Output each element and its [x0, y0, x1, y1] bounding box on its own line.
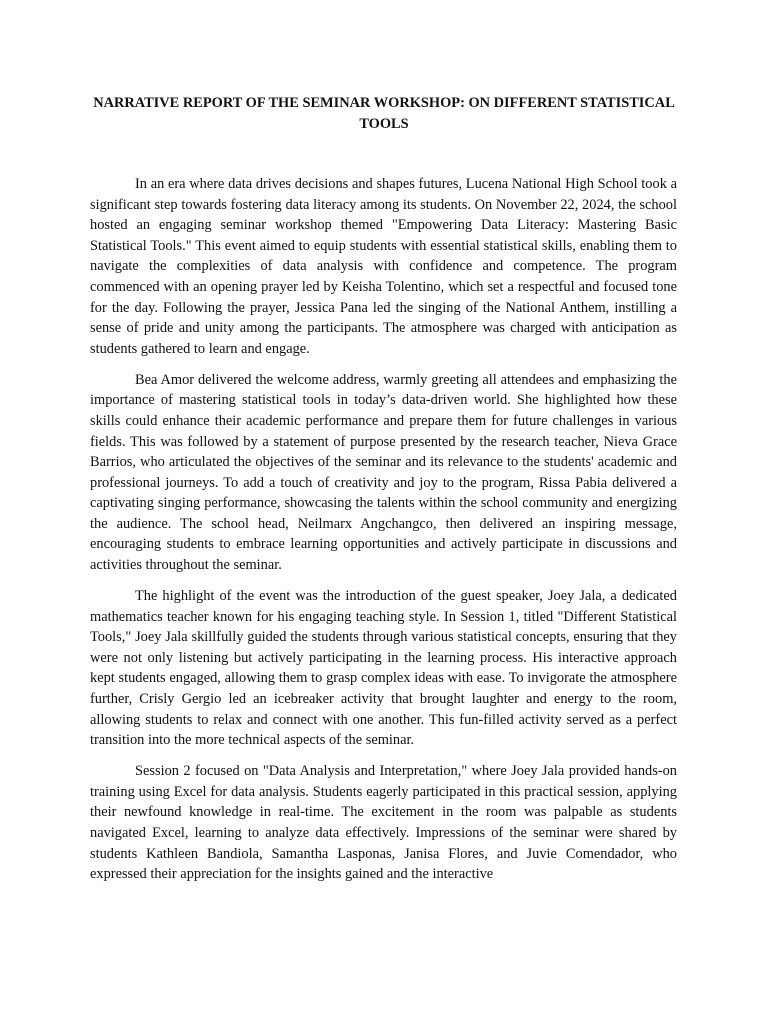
paragraph-3: The highlight of the event was the introduction of the guest speaker, Joey Jala, a dedicated mathematics teacher known for his engaging teaching style. In Session 1, titled "Different Statistical Tools," Joey Jala skillfully guided the students through various statistical concepts, ensuring that they were not only listening but actively participating in the learning process. His interactive approach kept students engaged, allowing them to grasp complex ideas with ease. To invigorate the atmosphere further, Crisly Gergio led an icebreaker activity that brought laughter and energy to the room, allowing students to relax and connect with one another. This fun-filled activity served as a perfect transition into the more technical aspects of the seminar.	[90, 588, 677, 749]
document-title: NARRATIVE REPORT OF THE SEMINAR WORKSHOP: ON DIFFERENT STATISTICAL TOOLS	[93, 95, 675, 132]
paragraph-2: Bea Amor delivered the welcome address, warmly greeting all attendees and emphasizing the importance of mastering statistical tools in today’s data-driven world. She highlighted how these skills could enhance their academic performance and prepare them for future challenges in various fields. This was followed by a statement of purpose presented by the research teacher, Nieva Grace Barrios, who articulated the objectives of the seminar and its relevance to the students' academic and professional journeys. To add a touch of creativity and joy to the program, Rissa Pabia delivered a captivating singing performance, showcasing the talents within the school community and energizing the audience. The school head, Neilmarx Angchangco, then delivered an inspiring message, encouraging students to embrace learning opportunities and actively participate in discussions and activities throughout the seminar.	[90, 371, 677, 574]
paragraph-1: In an era where data drives decisions and shapes futures, Lucena National High School took a significant step towards fostering data literacy among its students. On November 22, 2024, the school hosted an engaging seminar workshop themed "Empowering Data Literacy: Mastering Basic Statistical Tools." This event aimed to equip students with essential statistical skills, enabling them to navigate the complexities of data analysis with confidence and competence. The program commenced with an opening prayer led by Keisha Tolentino, which set a respectful and focused tone for the day. Following the prayer, Jessica Pana led the singing of the National Anthem, instilling a sense of pride and unity among the participants. The atmosphere was charged with anticipation as students gathered to learn and engage.	[90, 176, 677, 357]
paragraph-4: Session 2 focused on "Data Analysis and Interpretation," where Joey Jala provided hands-on training using Excel for data analysis. Students eagerly participated in this practical session, applying their newfound knowledge in real-time. The excitement in the room was palpable as students navigated Excel, learning to analyze data effectively. Impressions of the seminar were shared by students Kathleen Bandiola, Samantha Lasponas, Janisa Flores, and Juvie Comendador, who expressed their appreciation for the insights gained and the interactive	[90, 763, 677, 883]
document-body	[90, 174, 677, 895]
